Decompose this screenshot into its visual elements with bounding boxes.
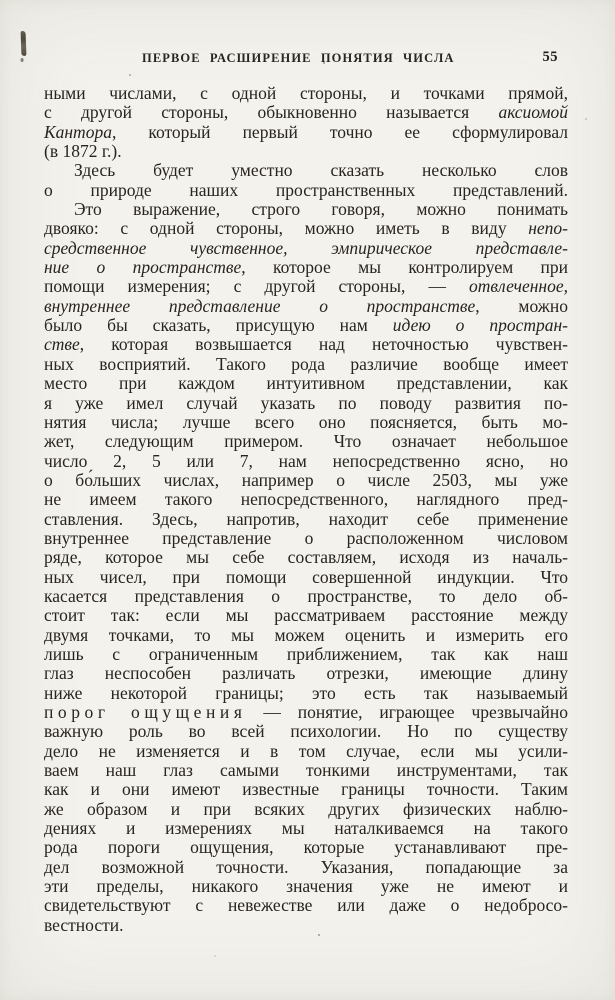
- italic-text: аксиомой: [498, 102, 568, 123]
- regular-text: — понятие, играющее чрезвычайно: [246, 702, 568, 722]
- text-line: [44, 161, 568, 180]
- italic-text: ние о пространстве: [44, 257, 242, 278]
- regular-text: двумя точками, то мы можем оценить и измерить его: [44, 624, 568, 645]
- text-line: [44, 103, 568, 122]
- text-line: [44, 529, 568, 548]
- regular-text: эти пределы, никакого значения уже не имеют и: [44, 876, 568, 897]
- italic-text: Кантора: [44, 121, 112, 142]
- regular-text: дел возможной точности. Указания, попадающие за: [44, 856, 568, 877]
- text-line: [44, 432, 568, 451]
- text-line: [44, 568, 568, 587]
- text-line: [44, 239, 568, 258]
- body-text: [44, 84, 568, 935]
- regular-text: ными числами, с одной стороны, и точками прямой,: [44, 83, 568, 103]
- regular-text: дениях и измерениях мы наталкиваемся на такого: [44, 818, 568, 839]
- regular-text: нятия числа; лучше всего оно поясняется, быть мо-: [44, 411, 568, 432]
- text-line: [44, 838, 568, 857]
- text-line: [44, 200, 568, 219]
- regular-text: ных восприятий. Такого рода различие вообще имеет: [44, 353, 568, 374]
- text-line: [44, 606, 568, 625]
- regular-text: ваем наш глаз самыми тонкими инструментами, так: [44, 760, 568, 781]
- text-line: [44, 316, 568, 335]
- regular-text: двояко: с одной стороны, можно иметь в виду: [44, 218, 529, 239]
- text-line: [44, 277, 568, 296]
- text-line: [44, 374, 568, 393]
- regular-text: касается представления о пространстве, то дело об-: [44, 585, 568, 606]
- regular-text: о природе наших пространственных представлений.: [44, 179, 568, 200]
- text-line: [44, 780, 568, 799]
- text-line: [44, 858, 568, 877]
- regular-text: я уже имел случай указать по поводу развития по-: [44, 392, 568, 413]
- regular-text: было бы сказать, присущую нам: [44, 315, 393, 336]
- text-line: [44, 510, 568, 529]
- regular-text: число 2, 5 или 7, нам непосредственно ясно, но: [44, 450, 568, 471]
- text-line: [44, 742, 568, 761]
- text-line: [44, 181, 568, 200]
- text-line: [44, 819, 568, 838]
- letterspaced-text: порог ощущения: [44, 702, 247, 722]
- regular-text: жет, следующим примером. Что означает небольшое: [44, 431, 568, 452]
- text-line: [44, 548, 568, 567]
- text-line: [44, 413, 568, 432]
- regular-text: ниже некоторой границы; это есть так называемый: [44, 682, 568, 703]
- text-line: [44, 645, 568, 664]
- regular-text: , которая возвышается над неточностью чувствен-: [79, 334, 568, 355]
- regular-text: вестности.: [44, 914, 124, 935]
- scan-speck-artifacts: [0, 0, 2, 2]
- regular-text: помощи измерения; с другой стороны, —: [44, 276, 470, 297]
- text-line: [44, 800, 568, 819]
- regular-text: важную роль во всей психологии. Но по существу: [44, 721, 568, 742]
- text-line: [44, 355, 568, 374]
- text-line: [44, 258, 568, 277]
- regular-text: дело не изменяется и в том случае, если мы усили-: [44, 740, 568, 761]
- regular-text: как и они имеют известные границы точности. Таким: [44, 779, 568, 800]
- text-line: [44, 722, 568, 741]
- italic-text: идею о простран-: [392, 315, 568, 336]
- regular-text: ставления. Здесь, напротив, находит себе применение: [44, 508, 568, 529]
- regular-text: , который первый точно ее сформулировал: [111, 121, 568, 142]
- text-line: [44, 335, 568, 354]
- regular-text: стоит так: если мы рассматриваем расстояние между: [44, 605, 568, 626]
- italic-text: стве: [44, 334, 80, 355]
- regular-text: глаз неспособен различать отрезки, имеющие длину: [44, 663, 568, 684]
- page-number: 55: [542, 49, 558, 65]
- regular-text: рода пороги ощущения, которые устанавливают пре-: [44, 837, 568, 858]
- text-line: [44, 587, 568, 606]
- regular-text: о бо́льших числах, например о числе 2503, мы уже: [44, 469, 568, 490]
- text-line: [44, 664, 568, 683]
- regular-text: с другой стороны, обыкновенно называется: [44, 102, 499, 123]
- text-line: [44, 877, 568, 896]
- italic-text: непо-: [528, 218, 568, 239]
- regular-text: (в 1872 г.).: [44, 141, 122, 162]
- regular-text: Здесь будет уместно сказать несколько слов: [74, 160, 568, 181]
- regular-text: внутреннее представление о расположенном числовом: [44, 527, 568, 548]
- ink-smudge-mark: [21, 31, 27, 56]
- regular-text: , которое мы контролируем при: [241, 257, 568, 278]
- text-line: [44, 916, 568, 935]
- text-line: [44, 684, 568, 703]
- text-line: [44, 761, 568, 780]
- text-line: [44, 84, 568, 103]
- text-line: [44, 896, 568, 915]
- regular-text: же образом и при всяких других физических наблю-: [44, 798, 568, 819]
- italic-text: внутреннее представление о пространстве: [44, 295, 476, 316]
- text-line: [44, 471, 568, 490]
- text-line: [44, 219, 568, 238]
- text-line: [44, 297, 568, 316]
- text-line: [44, 452, 568, 471]
- regular-text: не имеем такого непосредственного, наглядного пред-: [44, 489, 568, 510]
- regular-text: ряде, которое мы себе составляем, исходя из началь-: [44, 547, 568, 568]
- italic-text: средственное чувственное, эмпирическое представле-: [44, 237, 568, 258]
- regular-text: ных чисел, при помощи совершенной индукции. Что: [44, 566, 568, 587]
- regular-text: свидетельствуют с невежестве или даже о недобросо-: [44, 895, 568, 916]
- text-line: [44, 626, 568, 645]
- italic-text: отвлеченное,: [469, 276, 568, 297]
- regular-text: место при каждом интуитивном представлении, как: [44, 373, 568, 394]
- regular-text: , можно: [475, 295, 568, 316]
- text-line: [44, 123, 568, 142]
- text-line: [44, 490, 568, 509]
- regular-text: лишь с ограниченным приближением, так как наш: [44, 643, 568, 664]
- regular-text: Это выражение, строго говоря, можно понимать: [74, 199, 568, 220]
- text-line: [44, 394, 568, 413]
- text-line: [44, 703, 568, 722]
- text-line: [44, 142, 568, 161]
- running-header-title: ПЕРВОЕ РАСШИРЕНИЕ ПОНЯТИЯ ЧИСЛА: [142, 51, 455, 65]
